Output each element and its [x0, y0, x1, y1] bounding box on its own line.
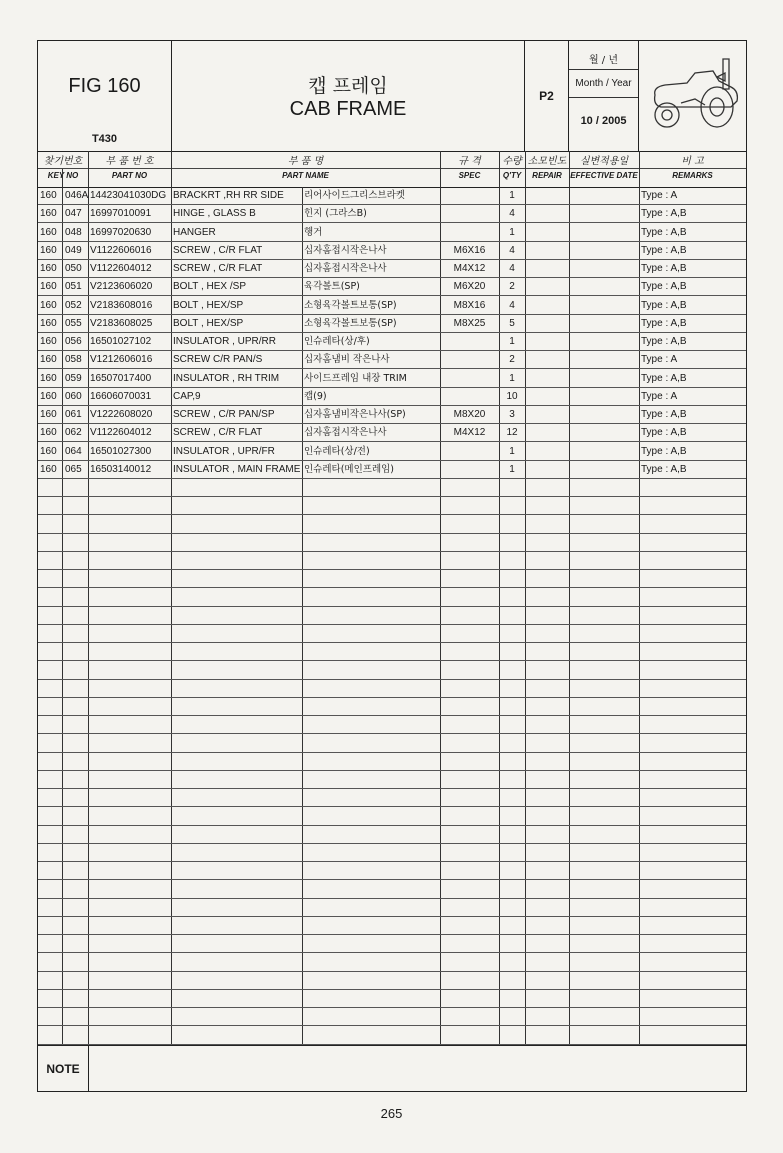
- empty-row: [38, 662, 746, 680]
- cell-fig: 160: [40, 299, 57, 311]
- col-key: [38, 151, 88, 187]
- col-qty: [499, 151, 525, 187]
- cell-spec: [440, 224, 499, 241]
- cell-name-en: SCREW , C/R FLAT: [173, 244, 263, 256]
- cell-qty: 4: [509, 263, 515, 274]
- empty-row: [38, 753, 746, 771]
- table-row: [38, 278, 746, 296]
- cell-qty: 10: [506, 390, 518, 402]
- cell-key: 058: [65, 354, 82, 366]
- cell-part-no: V2123606020: [90, 281, 153, 293]
- table-row: [38, 224, 746, 242]
- empty-row: [38, 680, 746, 698]
- cell-qty: 1: [509, 336, 515, 347]
- cell-key: 047: [65, 208, 82, 220]
- cell-name-ko: 소형육각볼트보통(SP): [304, 299, 397, 311]
- date-cell: [569, 41, 639, 151]
- cell-spec: [440, 333, 499, 350]
- table-row: [38, 260, 746, 278]
- cell-name-en: SCREW , C/R PAN/SP: [173, 409, 275, 420]
- cell-name-ko: 힌지 (그라스B): [304, 208, 367, 220]
- empty-row: [38, 789, 746, 807]
- cell-remarks: Type : A,B: [641, 317, 687, 329]
- cell-fig: 160: [40, 336, 57, 347]
- empty-row: [38, 826, 746, 844]
- cell-name-ko: 사이드프레임 내장 TRIM: [304, 372, 407, 384]
- cell-qty: 5: [509, 317, 515, 329]
- title-cell: [172, 41, 525, 151]
- cell-part-no: V1222608020: [90, 409, 153, 420]
- cell-spec: [440, 443, 499, 460]
- table-row: [38, 370, 746, 388]
- model-code: T430: [91, 133, 118, 145]
- cell-remarks: Type : A,B: [641, 208, 687, 220]
- cell-name-en: BOLT , HEX/SP: [173, 317, 244, 329]
- cell-fig: 160: [40, 190, 57, 201]
- table-row: [38, 205, 746, 223]
- cell-name-ko: 십자홈접시작은나사: [304, 263, 387, 274]
- cell-spec: [440, 388, 499, 405]
- page-cell: [525, 41, 569, 151]
- cell-key: 051: [65, 281, 82, 293]
- cell-remarks: Type : A,B: [641, 299, 687, 311]
- cell-remarks: Type : A: [641, 354, 678, 366]
- empty-row: [38, 552, 746, 570]
- date-value: 10 / 2005: [580, 115, 627, 127]
- table-row: [38, 297, 746, 315]
- cell-part-no: 14423041030DG: [90, 190, 167, 201]
- cell-name-ko: 십자홈접시작은나사: [304, 427, 387, 439]
- col-qty-en: Q'TY: [502, 171, 522, 180]
- cell-key: 056: [65, 336, 82, 347]
- col-qty-ko: 수량: [502, 156, 522, 167]
- cell-remarks: Type : A,B: [641, 409, 687, 420]
- cell-name-en: BOLT , HEX /SP: [173, 281, 246, 293]
- fig-number: FIG 160: [68, 75, 141, 97]
- cell-qty: 4: [509, 208, 515, 220]
- empty-row: [38, 899, 746, 917]
- empty-row: [38, 844, 746, 862]
- col-repair: [525, 151, 569, 187]
- table-row: [38, 461, 746, 479]
- cell-fig: 160: [40, 372, 57, 384]
- cell-name-en: SCREW , C/R FLAT: [173, 263, 263, 274]
- cell-name-en: INSULATOR , RH TRIM: [173, 372, 280, 384]
- cell-key: 059: [65, 372, 82, 384]
- cell-qty: 1: [509, 372, 515, 384]
- cell-fig: 160: [40, 427, 57, 439]
- empty-row: [38, 1027, 746, 1045]
- cell-fig: 160: [40, 226, 57, 238]
- cell-qty: 2: [509, 281, 515, 293]
- cell-spec: [440, 351, 499, 368]
- cell-name-en: INSULATOR , UPR/FR: [173, 445, 275, 457]
- table-row: [38, 315, 746, 333]
- cell-key: 052: [65, 299, 82, 311]
- parts-table: [38, 187, 746, 1045]
- col-eff-date-ko: 실변적용일: [579, 156, 629, 167]
- empty-row: [38, 534, 746, 552]
- cell-name-ko: 캡(9): [304, 390, 327, 402]
- cell-qty: 1: [509, 463, 515, 475]
- cell-part-no: V1122604012: [90, 427, 152, 439]
- col-part-name-ko: 부 품 명: [287, 156, 324, 167]
- empty-row: [38, 990, 746, 1008]
- col-key-en: KEY NO: [47, 171, 79, 180]
- cell-part-no: V2183608025: [90, 317, 153, 329]
- col-part-name: [171, 151, 440, 187]
- col-spec: [440, 151, 499, 187]
- empty-row: [38, 935, 746, 953]
- cell-spec: [440, 370, 499, 387]
- cell-remarks: Type : A,B: [641, 263, 687, 274]
- cell-fig: 160: [40, 409, 57, 420]
- cell-fig: 160: [40, 281, 57, 293]
- cell-name-ko: 리어사이드그리스브라켓: [304, 190, 405, 201]
- cell-remarks: Type : A,B: [641, 281, 687, 293]
- table-row: [38, 333, 746, 351]
- date-label-english: Month / Year: [569, 69, 638, 98]
- cell-spec: M4X12: [453, 263, 486, 274]
- cell-fig: 160: [40, 390, 57, 402]
- empty-row: [38, 698, 746, 716]
- cell-remarks: Type : A,B: [641, 372, 687, 384]
- cell-qty: 3: [509, 409, 515, 420]
- cell-key: 060: [65, 390, 82, 402]
- cell-key: 046A: [65, 190, 88, 201]
- empty-row: [38, 881, 746, 899]
- cell-key: 062: [65, 427, 82, 439]
- empty-row: [38, 516, 746, 534]
- cell-fig: 160: [40, 445, 57, 457]
- empty-row: [38, 625, 746, 643]
- cell-part-no: 16997020630: [90, 226, 152, 238]
- fig-cell: [38, 41, 172, 151]
- empty-row: [38, 607, 746, 625]
- empty-row: [38, 808, 746, 826]
- cell-qty: 1: [509, 445, 515, 457]
- cell-remarks: Type : A: [641, 190, 678, 201]
- cell-fig: 160: [40, 244, 57, 256]
- cell-name-en: HINGE , GLASS B: [173, 208, 256, 220]
- empty-row: [38, 716, 746, 734]
- cell-part-no: V1122606016: [90, 244, 152, 256]
- cell-fig: 160: [40, 463, 57, 475]
- cell-name-en: SCREW , C/R FLAT: [173, 427, 263, 439]
- cell-remarks: Type : A: [641, 390, 678, 402]
- tractor-icon: [647, 55, 739, 137]
- date-label-korean: 월 / 년: [588, 55, 619, 66]
- table-row: [38, 351, 746, 369]
- col-repair-ko: 소모빈도: [527, 156, 567, 167]
- cell-part-no: V1212606016: [90, 354, 153, 366]
- cell-key: 064: [65, 445, 82, 457]
- cell-part-no: 16503140012: [90, 463, 152, 475]
- col-spec-en: SPEC: [458, 171, 481, 180]
- empty-row: [38, 917, 746, 935]
- cell-name-ko: 인슈레타(상/전): [304, 445, 370, 457]
- note-section: [38, 1045, 746, 1092]
- cell-qty: 12: [506, 427, 518, 439]
- cell-name-ko: 인슈레타(메인프레임): [304, 463, 395, 475]
- cell-name-en: HANGER: [173, 226, 216, 238]
- cell-part-no: V1122604012: [90, 263, 152, 274]
- table-row: [38, 443, 746, 461]
- cell-name-ko: 십자홈냄비작은나사(SP): [304, 409, 406, 420]
- cell-remarks: Type : A,B: [641, 463, 687, 475]
- cell-part-no: 16501027300: [90, 445, 152, 457]
- empty-row: [38, 735, 746, 753]
- empty-row: [38, 497, 746, 515]
- cell-part-no: 16507017400: [90, 372, 152, 384]
- col-eff-date: [569, 151, 639, 187]
- cell-part-no: 16606070031: [90, 390, 152, 402]
- cell-spec: [440, 461, 499, 478]
- cell-spec: M6X20: [453, 281, 486, 293]
- cell-name-ko: 십자홈냄비 작은나사: [304, 354, 390, 366]
- empty-row: [38, 862, 746, 880]
- cell-part-no: 16997010091: [90, 208, 152, 220]
- cell-name-en: INSULATOR , UPR/RR: [173, 336, 276, 347]
- cell-qty: 4: [509, 244, 515, 256]
- cell-qty: 2: [509, 354, 515, 366]
- cell-qty: 4: [509, 299, 515, 311]
- cell-key: 050: [65, 263, 82, 274]
- cell-key: 049: [65, 244, 82, 256]
- col-eff-date-en: EFFECTIVE DATE: [570, 171, 638, 180]
- cell-part-no: 16501027102: [90, 336, 152, 347]
- col-remarks-en: REMARKS: [672, 171, 713, 180]
- cell-spec: M4X12: [453, 427, 486, 439]
- cell-name-en: SCREW C/R PAN/S: [173, 354, 263, 366]
- cell-name-ko: 소형육각볼트보통(SP): [304, 317, 397, 329]
- empty-row: [38, 972, 746, 990]
- col-key-ko: 찾기번호: [43, 156, 83, 167]
- cell-fig: 160: [40, 263, 57, 274]
- cell-name-ko: 십자홈접시작은나사: [304, 244, 387, 256]
- title-english: CAB FRAME: [289, 98, 407, 120]
- table-row: [38, 242, 746, 260]
- col-repair-en: REPAIR: [532, 171, 562, 180]
- cell-remarks: Type : A,B: [641, 445, 687, 457]
- cell-spec: [440, 187, 499, 204]
- col-part-no-en: PART NO: [111, 171, 148, 180]
- table-row: [38, 424, 746, 442]
- page-number: 265: [380, 1106, 403, 1121]
- cell-remarks: Type : A,B: [641, 226, 687, 238]
- cell-part-no: V2183608016: [90, 299, 153, 311]
- page-code: P2: [539, 89, 554, 103]
- col-part-no-ko: 부 품 번 호: [105, 156, 154, 167]
- empty-row: [38, 589, 746, 607]
- cell-name-ko: 육각볼트(SP): [304, 281, 360, 293]
- col-remarks-ko: 비 고: [681, 156, 704, 167]
- cell-spec: M8X16: [453, 299, 486, 311]
- table-row: [38, 388, 746, 406]
- cell-key: 065: [65, 463, 82, 475]
- cell-key: 061: [65, 409, 82, 420]
- parts-sheet: [37, 40, 747, 1092]
- cell-name-ko: 인슈레타(상/후): [304, 336, 370, 347]
- cell-remarks: Type : A,B: [641, 244, 687, 256]
- cell-fig: 160: [40, 354, 57, 366]
- cell-remarks: Type : A,B: [641, 336, 687, 347]
- col-spec-ko: 규 격: [458, 156, 481, 167]
- cell-qty: 1: [509, 190, 515, 201]
- table-row: [38, 187, 746, 205]
- cell-key: 055: [65, 317, 82, 329]
- empty-row: [38, 479, 746, 497]
- empty-row: [38, 643, 746, 661]
- cell-fig: 160: [40, 208, 57, 220]
- empty-row: [38, 570, 746, 588]
- cell-qty: 1: [509, 226, 515, 238]
- cell-spec: M6X16: [453, 244, 486, 256]
- cell-name-en: INSULATOR , MAIN FRAME: [173, 463, 301, 475]
- empty-row: [38, 771, 746, 789]
- empty-row: [38, 954, 746, 972]
- note-label: NOTE: [38, 1046, 89, 1092]
- cell-name-ko: 행거: [304, 226, 323, 238]
- sheet-header: [38, 41, 746, 152]
- cell-name-en: BOLT , HEX/SP: [173, 299, 244, 311]
- cell-name-en: BRACKRT ,RH RR SIDE: [173, 190, 284, 201]
- cell-spec: M8X20: [453, 409, 486, 420]
- table-row: [38, 406, 746, 424]
- illustration-cell: [639, 41, 746, 151]
- cell-fig: 160: [40, 317, 57, 329]
- cell-spec: M8X25: [453, 317, 486, 329]
- cell-spec: [440, 205, 499, 222]
- col-part-no: [88, 151, 171, 187]
- cell-key: 048: [65, 226, 82, 238]
- col-remarks: [639, 151, 746, 187]
- title-korean: 캡 프레임: [308, 75, 388, 97]
- cell-remarks: Type : A,B: [641, 427, 687, 439]
- col-part-name-en: PART NAME: [282, 171, 329, 180]
- empty-row: [38, 1008, 746, 1026]
- cell-name-en: CAP,9: [173, 390, 201, 402]
